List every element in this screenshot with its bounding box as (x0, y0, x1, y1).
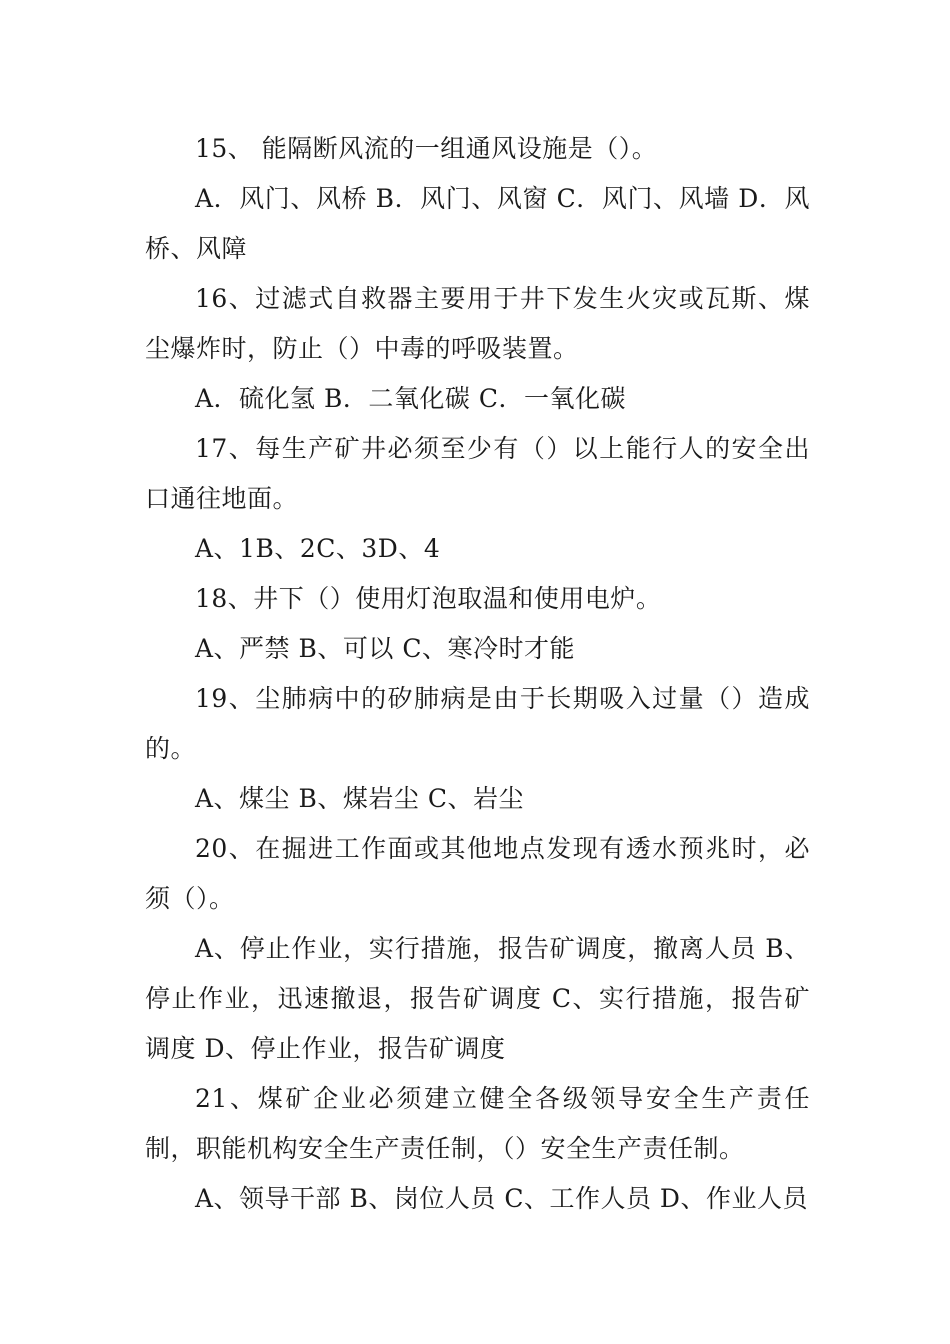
document-body (145, 124, 810, 1224)
question-16: 16、过滤式自救器主要用于井下发生火灾或瓦斯、煤尘爆炸时，防止（）中毒的呼吸装置。 (145, 284, 810, 363)
question-20: 20、在掘进工作面或其他地点发现有透水预兆时，必须（）。 (145, 834, 810, 913)
question-15: 15、 能隔断风流的一组通风设施是（）。 (195, 134, 658, 163)
question-17: 17、每生产矿井必须至少有（）以上能行人的安全出口通往地面。 (145, 434, 810, 513)
question-21: 21、煤矿企业必须建立健全各级领导安全生产责任制，职能机构安全生产责任制，（）安全生产责任制。 (145, 1084, 810, 1163)
question-19-options: A、煤尘 B、煤岩尘 C、岩尘 (195, 784, 524, 813)
question-17-options: A、1B、2C、3D、4 (195, 534, 441, 563)
question-15-options: A．风门、风桥 B．风门、风窗 C．风门、风墙 D．风桥、风障 (145, 184, 810, 263)
question-18: 18、井下（）使用灯泡取温和使用电炉。 (195, 584, 662, 613)
question-19: 19、尘肺病中的矽肺病是由于长期吸入过量（）造成的。 (145, 684, 810, 763)
question-20-options: A、停止作业，实行措施，报告矿调度，撤离人员 B、停止作业，迅速撤退，报告矿调度 C、实行措施，报告矿调度 D、停止作业，报告矿调度 (145, 934, 810, 1063)
question-16-options: A．硫化氢 B．二氧化碳 C．一氧化碳 (195, 384, 626, 413)
question-21-options: A、领导干部 B、岗位人员 C、工作人员 D、作业人员 (195, 1184, 808, 1213)
question-18-options: A、严禁 B、可以 C、寒冷时才能 (195, 634, 575, 663)
